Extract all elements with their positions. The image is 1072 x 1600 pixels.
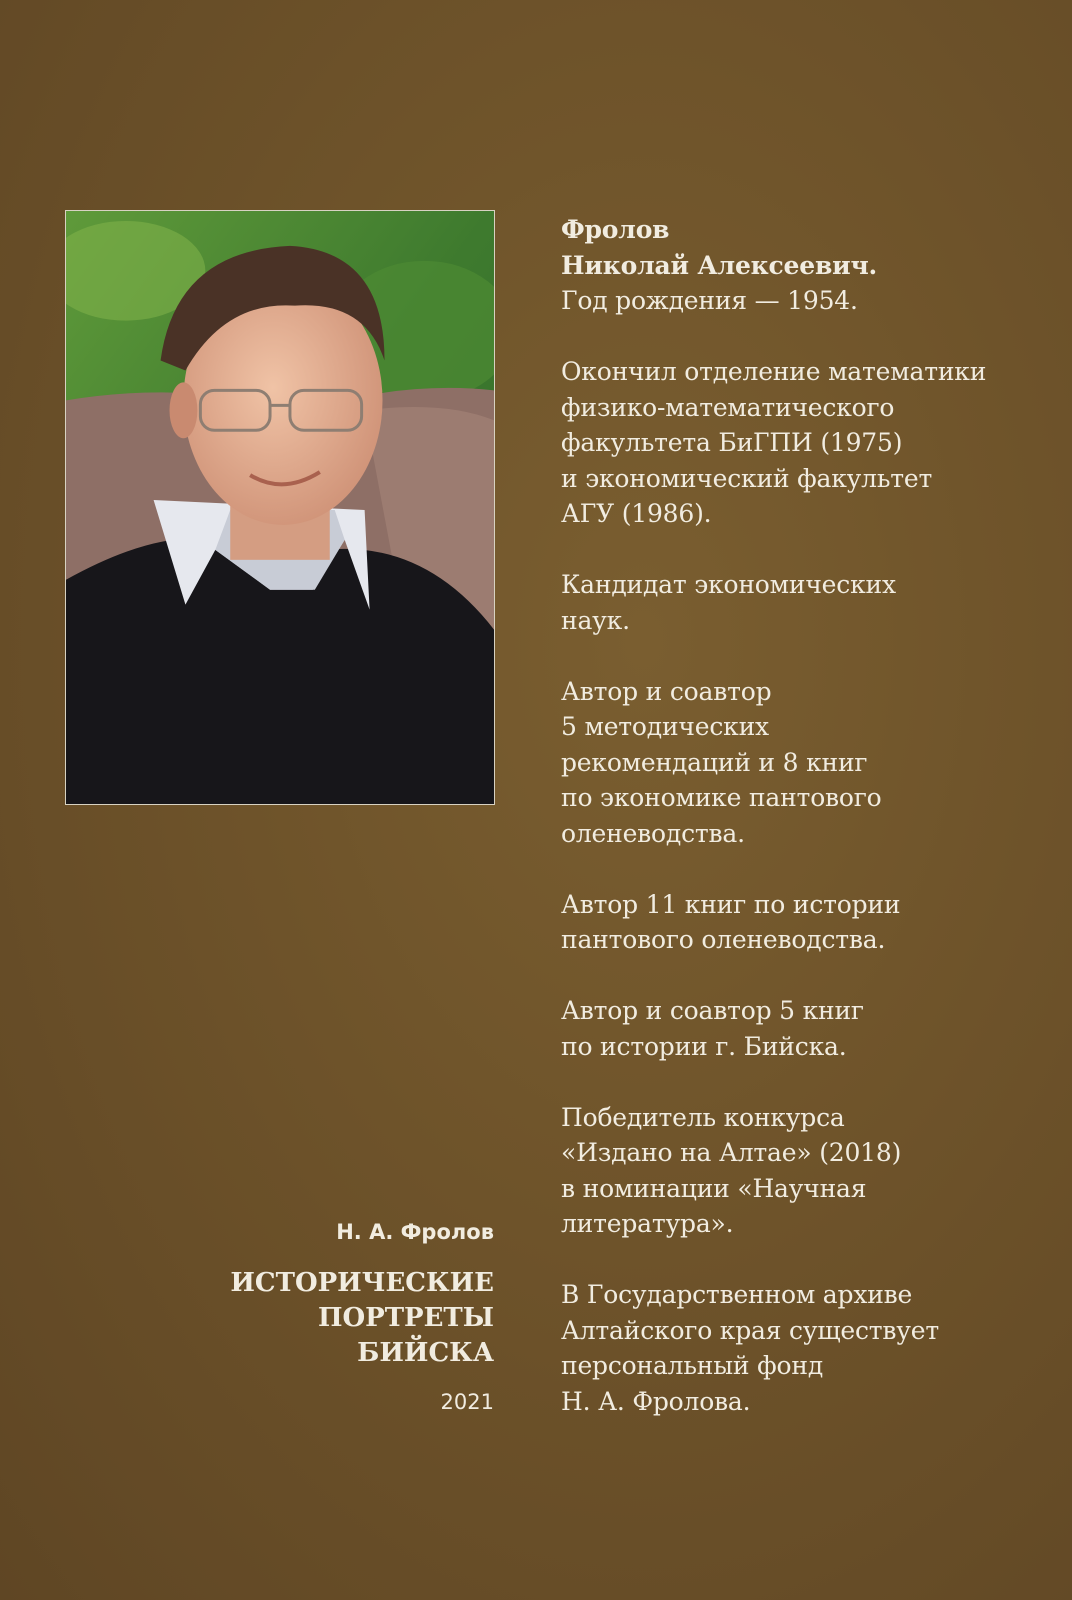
- book-title-line: ИСТОРИЧЕСКИЕ: [230, 1268, 494, 1298]
- degree-line: наук.: [561, 605, 630, 635]
- award-line: в номинации «Научная: [561, 1173, 867, 1203]
- book-title-line: ПОРТРЕТЫ: [317, 1303, 494, 1333]
- award-line: Победитель конкурса: [561, 1102, 845, 1132]
- award-line: литература».: [561, 1209, 734, 1238]
- methodical-line: рекомендаций и 8 книг: [561, 747, 868, 777]
- education-paragraph: [561, 354, 1061, 532]
- archive-line: персональный фонд: [561, 1351, 824, 1380]
- history-books-line: пантового оленеводства.: [561, 925, 886, 954]
- author-given-names: Николай Алексеевич.: [561, 250, 878, 280]
- birth-year: Год рождения — 1954.: [561, 286, 858, 315]
- publication-year: 2021: [440, 1390, 494, 1414]
- history-books-line: Автор 11 книг по истории: [561, 889, 901, 919]
- history-books-paragraph: [561, 887, 1061, 958]
- book-title-line: БИЙСКА: [357, 1338, 494, 1368]
- book-author: Н. А. Фролов: [336, 1220, 494, 1244]
- education-line: АГУ (1986).: [561, 499, 712, 528]
- degree-paragraph: [561, 567, 1061, 638]
- biysk-books-line: по истории г. Бийска.: [561, 1031, 847, 1061]
- biysk-books-line: Автор и соавтор 5 книг: [561, 996, 864, 1025]
- author-biography: [561, 212, 1061, 1419]
- archive-line: Н. А. Фролова.: [561, 1386, 751, 1416]
- biysk-books-paragraph: [561, 993, 1061, 1064]
- portrait-illustration: [66, 211, 494, 804]
- author-surname: Фролов: [561, 215, 670, 244]
- methodical-line: 5 методических: [561, 712, 769, 741]
- book-title: [230, 1266, 494, 1371]
- methodical-line: оленеводства.: [561, 818, 745, 848]
- archive-line: Алтайского края существует: [561, 1315, 940, 1345]
- author-portrait-photo: [65, 210, 495, 805]
- methodical-line: Автор и соавтор: [561, 676, 772, 706]
- degree-line: Кандидат экономических: [561, 570, 896, 599]
- education-line: и экономический факультет: [561, 463, 933, 493]
- education-line: факультета БиГПИ (1975): [561, 428, 903, 457]
- archive-line: В Государственном архиве: [561, 1280, 913, 1309]
- methodical-works-paragraph: [561, 674, 1061, 852]
- education-line: Окончил отделение математики: [561, 357, 987, 386]
- methodical-line: по экономике пантового: [561, 783, 882, 812]
- award-paragraph: [561, 1100, 1061, 1242]
- archive-paragraph: [561, 1277, 1061, 1419]
- award-line: «Издано на Алтае» (2018): [561, 1138, 902, 1167]
- education-line: физико-математического: [561, 392, 895, 422]
